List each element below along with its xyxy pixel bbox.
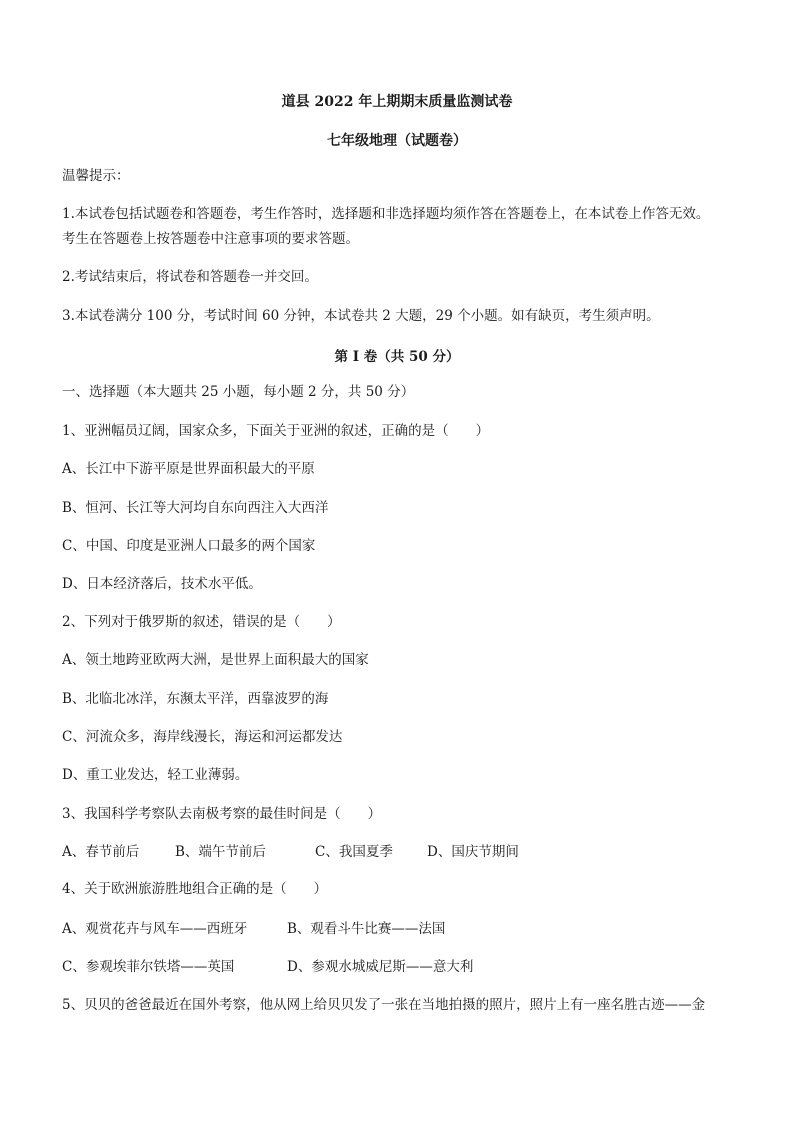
question-3-option-c: C、我国夏季 <box>315 844 393 860</box>
question-2-option-a: A、领土地跨亚欧两大洲，是世界上面积最大的国家 <box>62 652 369 668</box>
question-3-option-d: D、国庆节期间 <box>427 844 519 860</box>
question-3-option-b: B、端午节前后 <box>175 844 266 860</box>
question-2-stem: 2、下列对于俄罗斯的叙述，错误的是（ ） <box>62 614 341 630</box>
part-title: 一、选择题（本大题共 25 小题，每小题 2 分，共 50 分） <box>62 384 415 400</box>
notice-item-1-cont: 考生在答题卷上按答题卷中注意事项的要求答题。 <box>62 231 359 247</box>
question-1-option-a: A、长江中下游平原是世界面积最大的平原 <box>62 461 315 477</box>
question-1-option-b: B、恒河、长江等大河均自东向西注入大西洋 <box>62 500 329 516</box>
question-4-option-a: A、观赏花卉与风车——西班牙 <box>62 921 248 937</box>
exam-title: 道县 2022 年上期期末质量监测试卷 <box>281 94 513 110</box>
question-4-option-c: C、参观埃菲尔铁塔——英国 <box>62 959 235 975</box>
question-3-option-a: A、春节前后 <box>62 844 140 860</box>
question-2-option-b: B、北临北冰洋，东濒太平洋，西靠波罗的海 <box>62 691 329 707</box>
question-1-option-c: C、中国、印度是亚洲人口最多的两个国家 <box>62 538 316 554</box>
question-3-stem: 3、我国科学考察队去南极考察的最佳时间是（ ） <box>62 806 382 822</box>
question-2-option-c: C、河流众多，海岸线漫长，海运和河运都发达 <box>62 729 343 745</box>
question-4-option-d: D、参观水城威尼斯——意大利 <box>287 959 474 975</box>
notice-heading: 温馨提示： <box>62 168 130 184</box>
question-4-option-b: B、观看斗牛比赛——法国 <box>287 921 446 937</box>
question-5-stem: 5、贝贝的爸爸最近在国外考察，他从网上给贝贝发了一张在当地拍摄的照片，照片上有一座名胜古迹——金 <box>62 997 706 1013</box>
question-1-stem: 1、亚洲幅员辽阔，国家众多，下面关于亚洲的叙述，正确的是（ ） <box>62 423 490 439</box>
exam-subtitle: 七年级地理（试题卷） <box>327 133 467 149</box>
notice-item-3: 3.本试卷满分 100 分，考试时间 60 分钟，本试卷共 2 大题，29 个小题。如有缺页，考生须声明。 <box>62 308 660 324</box>
section-heading: 第 I 卷（共 50 分） <box>334 349 460 365</box>
question-2-option-d: D、重工业发达，轻工业薄弱。 <box>62 767 249 783</box>
notice-item-2: 2.考试结束后，将试卷和答题卷一并交回。 <box>62 269 318 285</box>
question-4-stem: 4、关于欧洲旅游胜地组合正确的是（ ） <box>62 881 328 897</box>
question-1-option-d: D、日本经济落后，技术水平低。 <box>62 576 262 592</box>
notice-item-1: 1.本试卷包括试题卷和答题卷，考生作答时，选择题和非选择题均须作答在答题卷上，在本试卷上作答无效。 <box>62 206 710 222</box>
